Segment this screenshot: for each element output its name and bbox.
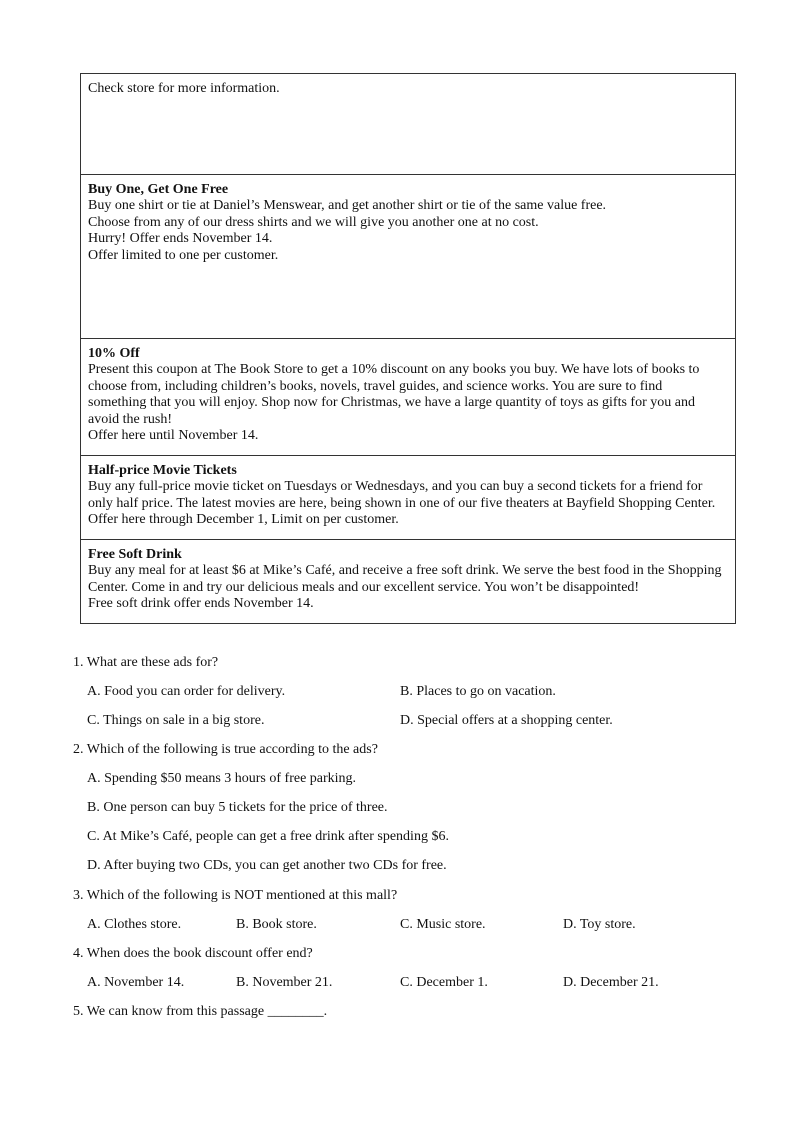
ad-line: Buy one shirt or tie at Daniel’s Menswear, and get another shirt or tie of the same value free. xyxy=(88,198,607,214)
ad-line: Offer here through December 1, Limit on per customer. xyxy=(88,512,399,528)
q1-option-d: D. Special offers at a shopping center. xyxy=(400,713,613,728)
q4-option-c: C. December 1. xyxy=(400,975,488,990)
ad-title: Free Soft Drink xyxy=(88,547,182,562)
q4-option-b: B. November 21. xyxy=(236,975,333,990)
q1-option-a: A. Food you can order for delivery. xyxy=(87,684,286,699)
ad-line: Buy any meal for at least $6 at Mike’s Café, and receive a free soft drink. We serve the best food in the Shopping xyxy=(88,563,722,579)
q2-option-d: D. After buying two CDs, you can get another two CDs for free. xyxy=(87,858,447,873)
q1-option-c: C. Things on sale in a big store. xyxy=(87,713,265,728)
ad-movie-tickets xyxy=(81,456,735,540)
question-4: 4. When does the book discount offer end? xyxy=(73,946,313,961)
ad-line: Check store for more information. xyxy=(88,81,280,96)
ad-line: choose from, including children’s books, novels, travel guides, and science works. You are sure to find xyxy=(88,378,663,394)
q2-option-b: B. One person can buy 5 tickets for the price of three. xyxy=(87,800,388,815)
ad-title: Half-price Movie Tickets xyxy=(88,463,237,478)
q4-option-a: A. November 14. xyxy=(87,975,185,990)
q3-option-a: A. Clothes store. xyxy=(87,917,182,932)
ad-line: Hurry! Offer ends November 14. xyxy=(88,231,273,247)
ad-title: Buy One, Get One Free xyxy=(88,182,229,197)
question-5: 5. We can know from this passage ________. xyxy=(73,1004,328,1019)
ad-line: Center. Come in and try our delicious meals and our excellent service. You won’t be disappointed! xyxy=(88,579,640,595)
ad-intro xyxy=(81,74,735,175)
ad-soft-drink xyxy=(81,540,735,623)
q1-option-b: B. Places to go on vacation. xyxy=(400,684,556,699)
ad-buy-one-get-one xyxy=(81,175,735,339)
q3-option-c: C. Music store. xyxy=(400,917,486,932)
ad-line: Offer limited to one per customer. xyxy=(88,247,279,263)
q3-option-d: D. Toy store. xyxy=(563,917,636,932)
question-1: 1. What are these ads for? xyxy=(73,655,219,670)
ad-line: something that you will enjoy. Shop now for Christmas, we have a large quantity of toys as gifts for you and xyxy=(88,395,695,411)
ad-line: Offer here until November 14. xyxy=(88,428,259,444)
question-3: 3. Which of the following is NOT mentioned at this mall? xyxy=(73,888,398,903)
ad-title: 10% Off xyxy=(88,346,140,361)
q4-option-d: D. December 21. xyxy=(563,975,659,990)
question-2: 2. Which of the following is true according to the ads? xyxy=(73,742,378,757)
ads-box xyxy=(80,73,736,624)
ad-line: Present this coupon at The Book Store to get a 10% discount on any books you buy. We have lots of books to xyxy=(88,362,700,378)
ad-line: only half price. The latest movies are here, being shown in one of our five theaters at Bayfield Shopping Center. xyxy=(88,495,716,511)
ad-line: avoid the rush! xyxy=(88,411,172,427)
q3-option-b: B. Book store. xyxy=(236,917,317,932)
ad-line: Free soft drink offer ends November 14. xyxy=(88,596,314,612)
ad-line: Choose from any of our dress shirts and we will give you another one at no cost. xyxy=(88,214,539,230)
q2-option-c: C. At Mike’s Café, people can get a free drink after spending $6. xyxy=(87,829,449,844)
q2-option-a: A. Spending $50 means 3 hours of free parking. xyxy=(87,771,357,786)
ad-line: Buy any full-price movie ticket on Tuesdays or Wednesdays, and you can buy a second tickets for a friend for xyxy=(88,479,703,495)
ad-book-discount xyxy=(81,339,735,456)
